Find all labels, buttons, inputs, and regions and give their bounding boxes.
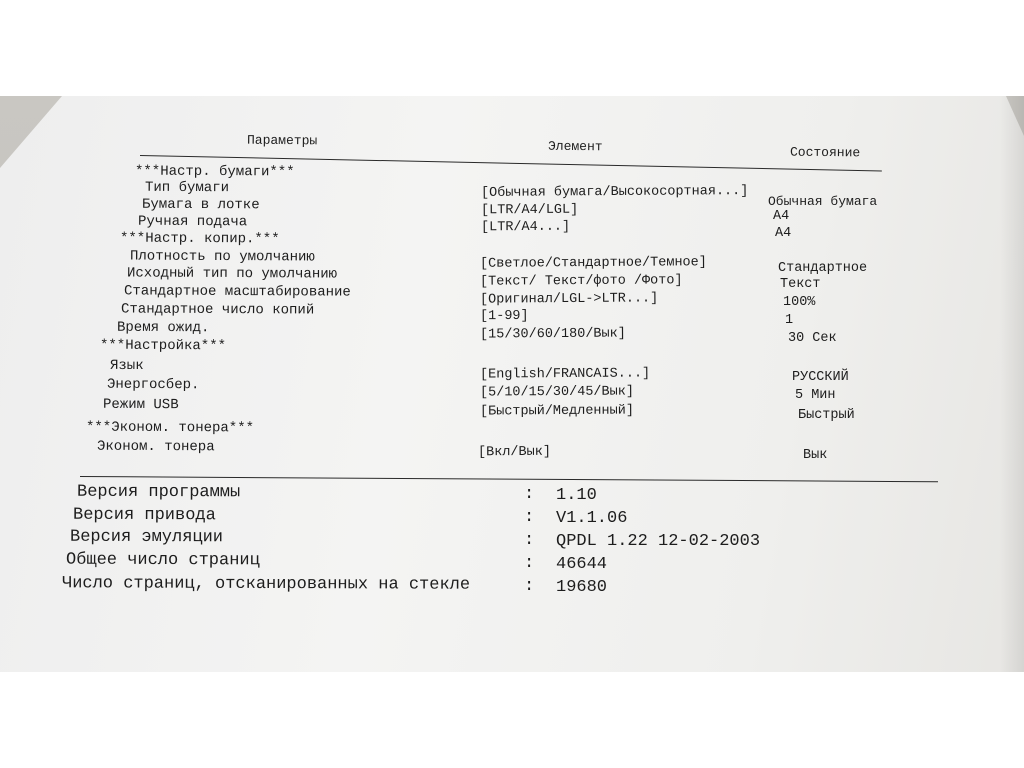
element-default-original-type: [Текст/ Текст/фото /Фото]	[479, 273, 683, 290]
param-power-save: Энергосбер.	[106, 376, 200, 394]
param-timeout: Время ожид.	[116, 319, 210, 337]
bottom-letterbox	[0, 672, 1024, 768]
state-default-density: Стандартное	[778, 261, 868, 276]
element-language: [English/FRANCAIS...]	[479, 366, 651, 383]
state-power-save: 5 Мин	[795, 388, 836, 403]
info-label-total-pages: Общее число страниц	[65, 550, 260, 571]
element-paper-type: [Обычная бумага/Высокосортная...]	[480, 184, 749, 201]
state-paper-type: Обычная бумага	[768, 194, 878, 209]
element-default-copies: [1-99]	[479, 308, 529, 325]
top-letterbox	[0, 0, 1024, 96]
state-tray-paper: A4	[773, 209, 790, 224]
paper-edge-shadow	[1000, 96, 1024, 672]
state-toner-save: Вык	[803, 448, 828, 463]
param-default-original-type: Исходный тип по умолчанию	[126, 265, 338, 283]
param-section-paper: ***Настр. бумаги***	[134, 163, 295, 181]
param-manual-feed: Ручная подача	[137, 213, 248, 231]
param-default-scaling: Стандартное масштабирование	[123, 283, 351, 301]
element-tray-paper: [LTR/A4/LGL]	[480, 202, 579, 219]
param-tray-paper: Бумага в лотке	[141, 196, 260, 214]
state-language: РУССКИЙ	[792, 370, 849, 385]
info-value-driver-version: V1.1.06	[556, 509, 628, 528]
info-label-program-version: Версия программы	[76, 482, 241, 503]
info-label-scanned-pages: Число страниц, отсканированных на стекле	[61, 574, 471, 595]
element-toner-save: [Вкл/Вык]	[477, 444, 551, 461]
state-timeout: 30 Сек	[788, 331, 837, 346]
param-section-setup: ***Настройка***	[99, 337, 227, 355]
header-element: Элемент	[547, 138, 603, 155]
info-sep-driver-version: :	[524, 508, 535, 527]
param-toner-save: Эконом. тонера	[96, 438, 215, 456]
info-sep-program-version: :	[524, 485, 535, 504]
state-usb-mode: Быстрый	[798, 408, 855, 423]
info-value-program-version: 1.10	[556, 486, 597, 505]
param-default-copies: Стандартное число копий	[120, 301, 315, 319]
state-default-scaling: 100%	[783, 295, 816, 310]
info-value-scanned-pages: 19680	[556, 578, 608, 597]
info-sep-scanned-pages: :	[524, 577, 535, 596]
element-default-density: [Светлое/Стандартное/Темное]	[479, 255, 707, 272]
info-value-emulation-version: QPDL 1.22 12-02-2003	[556, 532, 761, 551]
param-section-copy: ***Настр. копир.***	[119, 230, 280, 248]
param-usb-mode: Режим USB	[102, 396, 179, 414]
element-timeout: [15/30/60/180/Вык]	[479, 326, 626, 343]
photo-of-printout	[0, 96, 1024, 672]
info-sep-total-pages: :	[524, 554, 535, 573]
element-usb-mode: [Быстрый/Медленный]	[479, 403, 634, 420]
param-default-density: Плотность по умолчанию	[129, 248, 315, 266]
element-manual-feed: [LTR/A4...]	[480, 219, 571, 236]
header-state: Состояние	[789, 144, 861, 161]
param-paper-type: Тип бумаги	[144, 179, 230, 197]
info-value-total-pages: 46644	[556, 555, 608, 574]
param-section-toner: ***Эконом. тонера***	[85, 419, 255, 437]
element-power-save: [5/10/15/30/45/Вык]	[479, 384, 634, 401]
state-default-original-type: Текст	[780, 277, 821, 292]
state-manual-feed: A4	[775, 226, 792, 241]
state-default-copies: 1	[785, 313, 794, 328]
header-params: Параметры	[246, 132, 318, 149]
info-label-emulation-version: Версия эмуляции	[69, 527, 224, 548]
element-default-scaling: [Оригинал/LGL->LTR...]	[479, 291, 659, 308]
info-sep-emulation-version: :	[524, 531, 535, 550]
info-label-driver-version: Версия привода	[72, 505, 216, 526]
param-language: Язык	[109, 357, 144, 375]
